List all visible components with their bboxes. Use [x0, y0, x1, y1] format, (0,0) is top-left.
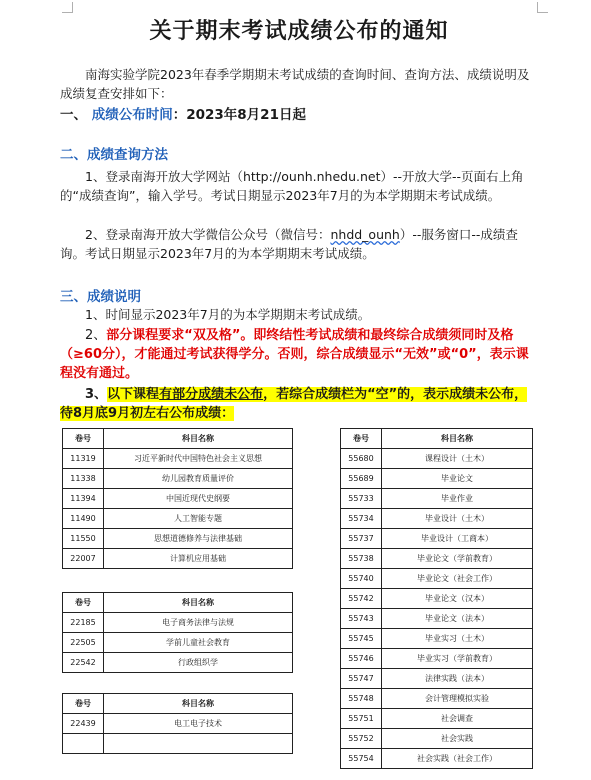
table-row: 11550 思想道德修养与法律基础 [63, 529, 293, 549]
section3-item1: 1、时间显示2023年7月的为本学期期末考试成绩。 [85, 307, 371, 322]
table-row: 55751 社会调查 [341, 709, 533, 729]
section3-item2: 2、部分课程要求“双及格”。即终结性考试成绩和最终综合成绩须同时及格（≥60分），才能通过考试获得学分。否则，综合成绩显示“无效”或“0”，表示课程没有通过。 [60, 328, 529, 381]
table-row: 11319 习近平新时代中国特色社会主义思想 [63, 449, 293, 469]
table-row: 55748 会计管理模拟实验 [341, 689, 533, 709]
course-table-left-1 [62, 428, 293, 569]
section1-heading: 一、 成绩公布时间：2023年8月21日起 [60, 107, 306, 123]
page-corner-mark [62, 2, 73, 13]
table-row: 55733 毕业作业 [341, 489, 533, 509]
section1-label: 成绩公布时间 [91, 107, 173, 123]
table-row: 11394 中国近现代史纲要 [63, 489, 293, 509]
section2-item1: 1、登录南海开放大学网站（http://ounh.nhedu.net）--开放大学--页面右上角的“成绩查询”，输入学号。考试日期显示2023年7月的为本学期期末考试成绩。 [60, 169, 524, 203]
table-header-row: 卷号 科目名称 [341, 429, 533, 449]
section1-num: 一、 [60, 107, 87, 123]
table-row: 11338 幼儿园教育质量评价 [63, 469, 293, 489]
table-row: 55740 毕业论文（社会工作） [341, 569, 533, 589]
intro-paragraph: 南海实验学院2023年春季学期期末考试成绩的查询时间、查询方法、成绩说明及成绩复查安排如下： [60, 67, 530, 101]
table-header-row: 卷号 科目名称 [63, 429, 293, 449]
wechat-id: nhdd_ounh [330, 227, 400, 242]
table-row: 11490 人工智能专题 [63, 509, 293, 529]
table-row: 55754 社会实践（社会工作） [341, 749, 533, 769]
table-row: 55743 毕业论文（法本） [341, 609, 533, 629]
table-row: 55738 毕业论文（学前教育） [341, 549, 533, 569]
section3-heading: 三、成绩说明 [60, 289, 141, 305]
table-row: 55734 毕业设计（土木） [341, 509, 533, 529]
table-row: 55689 毕业论文 [341, 469, 533, 489]
section2-heading: 二、成绩查询方法 [60, 147, 168, 163]
table-header-row: 卷号 科目名称 [63, 694, 293, 714]
table-row: 55746 毕业实习（学前教育） [341, 649, 533, 669]
section1-value: 2023年8月21日起 [186, 107, 306, 123]
table-row: 55752 社会实践 [341, 729, 533, 749]
table-row: 55737 毕业设计（工商本） [341, 529, 533, 549]
table-row: 55680 课程设计（土木） [341, 449, 533, 469]
table-header-row: 卷号 科目名称 [63, 593, 293, 613]
table-row [63, 734, 293, 754]
page-title: 关于期末考试成绩公布的通知 [149, 18, 449, 44]
section2-item2: 2、登录南海开放大学微信公众号（微信号：nhdd_ounh）--服务窗口--成绩查询。考试日期显示2023年7月的为本学期期末考试成绩。 [60, 227, 518, 261]
table-row: 22185 电子商务法律与法规 [63, 613, 293, 633]
table-row: 22542 行政组织学 [63, 653, 293, 673]
table-row: 55742 毕业论文（汉本） [341, 589, 533, 609]
table-row: 55745 毕业实习（土木） [341, 629, 533, 649]
section3-item3: 3、以下课程有部分成绩未公布，若综合成绩栏为“空”的，表示成绩未公布，待8月底9月初左右公布成绩： [60, 387, 528, 421]
table-row: 55747 法律实践（法本） [341, 669, 533, 689]
table-row: 22505 学前儿童社会教育 [63, 633, 293, 653]
course-table-right [340, 428, 533, 769]
page-corner-mark [537, 2, 548, 13]
table-row: 22007 计算机应用基础 [63, 549, 293, 569]
course-table-left-3 [62, 693, 293, 754]
table-row: 22439 电工电子技术 [63, 714, 293, 734]
course-table-left-2 [62, 592, 293, 673]
